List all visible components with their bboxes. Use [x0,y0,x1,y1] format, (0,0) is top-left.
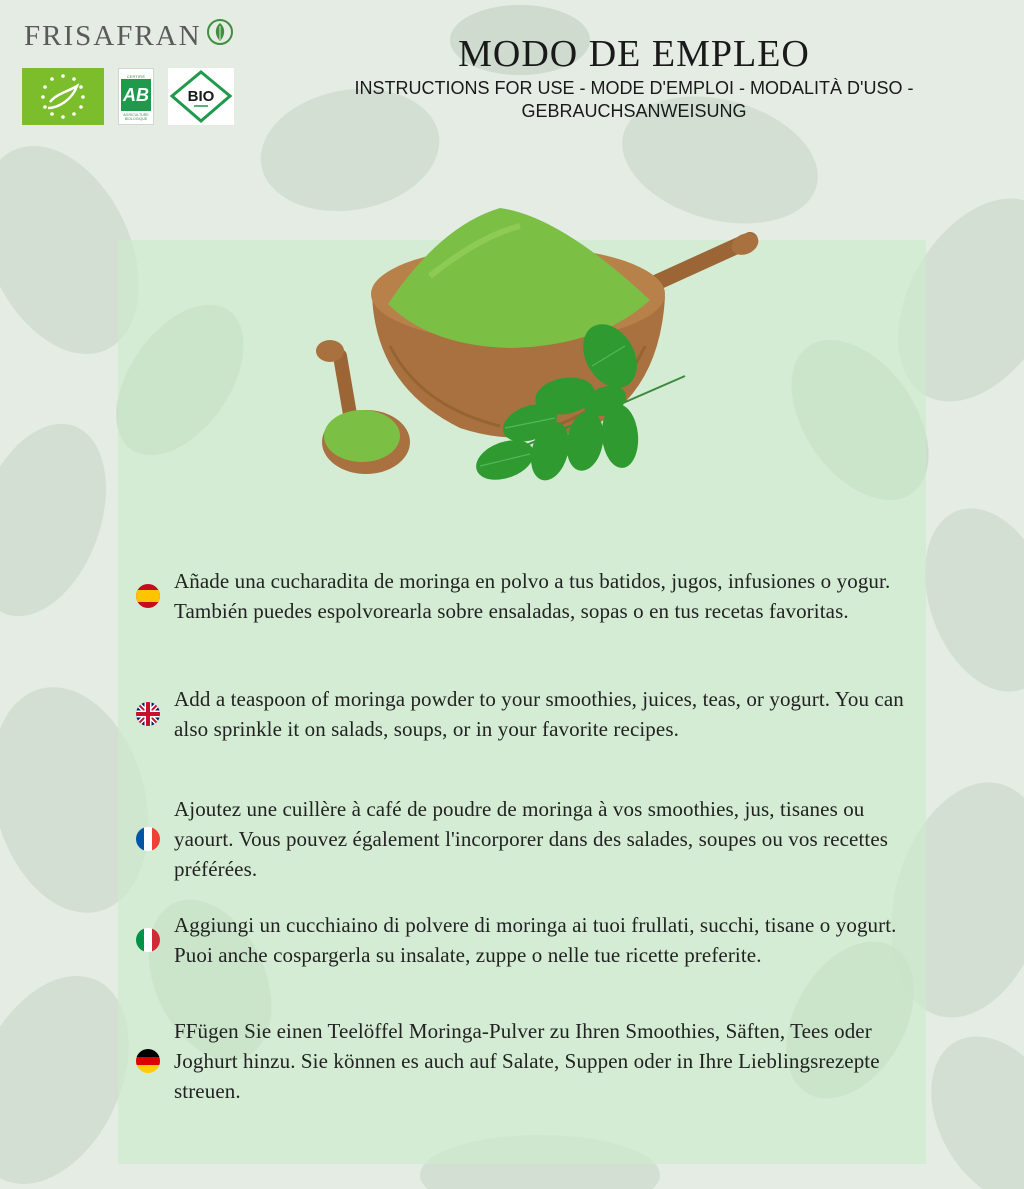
instruction-item-fr [136,794,906,884]
leaf-circle-icon [206,18,234,54]
certification-badges [22,68,234,125]
eu-organic-leaf-icon [22,68,104,125]
instruction-item-en [136,684,906,744]
instruction-item-it [136,910,906,970]
instruction-text-it: Aggiungi un cucchiaino di polvere di moringa ai tuoi frullati, succhi, tisane o yogurt. Puoi anche cospargerla su insalate, zuppe o nelle tue ricette preferite. [174,913,897,967]
subtitle-line-1: INSTRUCTIONS FOR USE - MODE D'EMPLOI - MODALITÀ D'USO - [354,78,914,98]
subtitle-line-2: GEBRAUCHSANWEISUNG [521,101,747,121]
page-subtitle [296,77,972,123]
france-flag-icon [136,827,160,851]
instruction-text-fr: Ajoutez une cuillère à café de poudre de moringa à vos smoothies, jus, tisanes ou yaourt. Vous pouvez également l'incorporer dans des salades, soupes ou vos recettes préférées. [174,797,889,881]
uk-flag-icon [136,702,160,726]
brand-logo [24,18,234,54]
spain-flag-icon [136,584,160,608]
instruction-item-de [136,1016,906,1106]
germany-flag-icon [136,1049,160,1073]
bio-seal-icon [168,68,234,125]
instruction-text-de: FFügen Sie einen Teelöffel Moringa-Pulver zu Ihren Smoothies, Säften, Tees oder Joghurt hinzu. Sie können es auch auf Salate, Suppen oder in Ihre Lieblingsrezepte streuen. [174,1019,880,1103]
brand-name: FRISAFRAN [24,19,202,52]
page-title: MODO DE EMPLEO [458,33,810,75]
ab-agriculture-biologique-icon: CERTIFIÉ AB AGRICULTURE BIOLOGIQUE [118,68,154,125]
moringa-powder-bowl-image [300,196,770,496]
instruction-text-es: Añade una cucharadita de moringa en polvo a tus batidos, jugos, infusiones o yogur. También puedes espolvorearla sobre ensaladas, sopas o en tus recetas favoritas. [174,569,891,623]
italy-flag-icon [136,928,160,952]
bio-seal-text: BIO [187,88,215,105]
instruction-item-es [136,566,906,626]
ab-badge-text: AB [121,79,151,111]
instruction-text-en: Add a teaspoon of moringa powder to your smoothies, juices, teas, or yogurt. You can also sprinkle it on salads, soups, or in your favorite recipes. [174,687,904,741]
